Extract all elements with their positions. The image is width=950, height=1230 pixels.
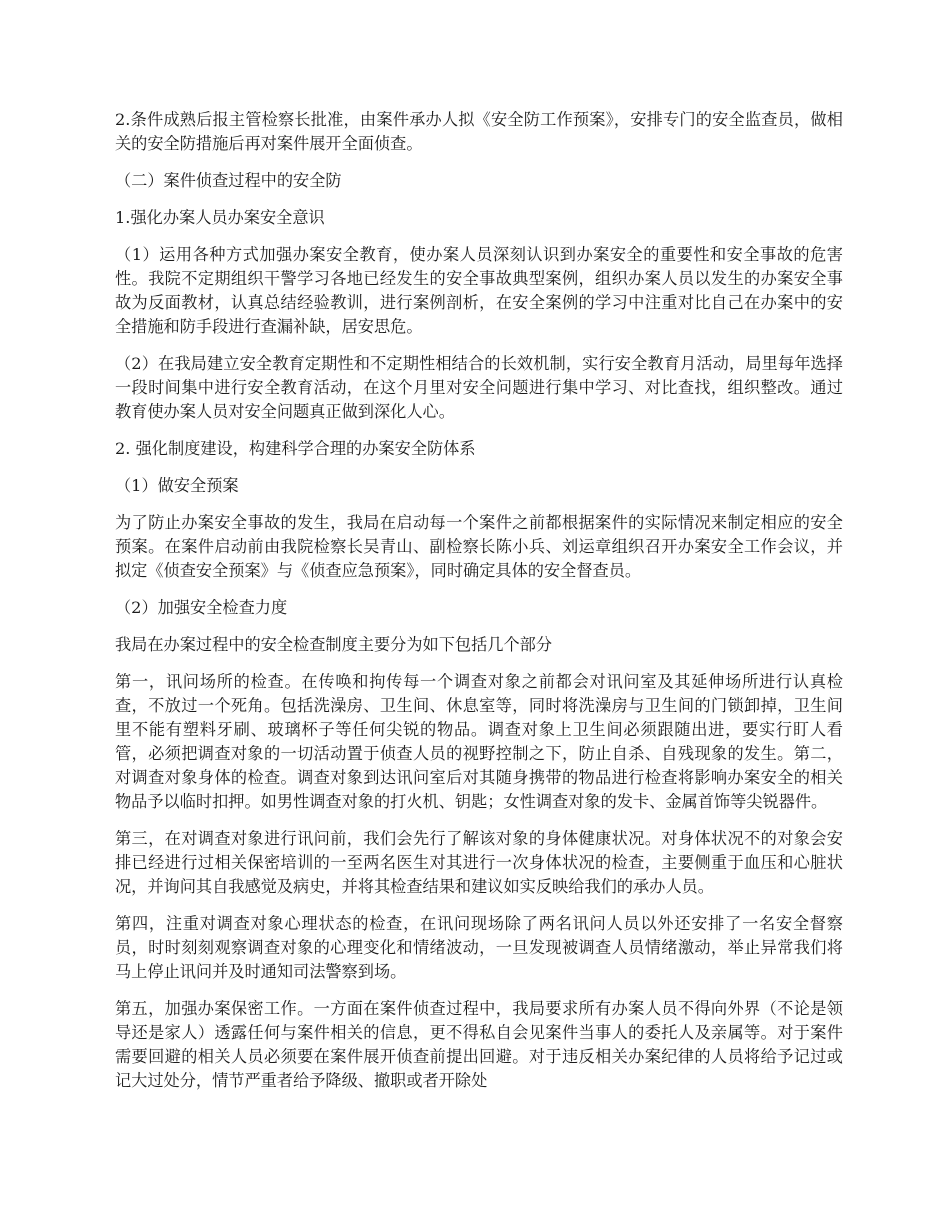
paragraph-third: 第三，在对调查对象进行讯问前，我们会先行了解该对象的身体健康状况。对身体状况不的对象会安排已经进行过相关保密培训的一至两名医生对其进行一次身体状况的检查，主要侧重于血压和心脏状况，并询问其自我感觉及病史，并将其检查结果和建议如实反映给我们的承办人员。	[115, 829, 843, 896]
document-body	[115, 108, 843, 1106]
subheading-system-building: 2. 强化制度建设，构建科学合理的办案安全防体系	[115, 439, 476, 458]
subheading-safety-plan: （1）做安全预案	[115, 476, 239, 495]
paragraph-education: （1）运用各种方式加强办案安全教育，使办案人员深刻认识到办案安全的重要性和安全事故的危害性。我院不定期组织干警学习各地已经发生的安全事故典型案例，组织办案人员以发生的办案安全事故为反面教材，认真总结经验教训，进行案例剖析，在安全案例的学习中注重对比自己在办案中的安全措施和防手段进行查漏补缺，居安思危。	[115, 245, 843, 336]
section-heading-investigation-safety: （二）案件侦查过程中的安全防	[115, 171, 342, 190]
paragraph-inspection-intro: 我局在办案过程中的安全检查制度主要分为如下包括几个部分	[115, 635, 553, 654]
paragraph-safety-plan: 为了防止办案安全事故的发生，我局在启动每一个案件之前都根据案件的实际情况来制定相应的安全预案。在案件启动前由我院检察长吴青山、副检察长陈小兵、刘运章组织召开办案安全工作会议，并拟定《侦查安全预案》与《侦查应急预案》，同时确定具体的安全督查员。	[115, 513, 843, 580]
paragraph-fourth: 第四，注重对调查对象心理状态的检查，在讯问现场除了两名讯问人员以外还安排了一名安全督察员，时时刻刻观察调查对象的心理变化和情绪波动，一旦发现被调查人员情绪激动，举止异常我们将马上停止讯问并及时通知司法警察到场。	[115, 914, 843, 981]
paragraph-mechanism: （2）在我局建立安全教育定期性和不定期性相结合的长效机制，实行安全教育月活动，局里每年选择一段时间集中进行安全教育活动，在这个月里对安全问题进行集中学习、对比查找，组织整改。通过教育使办案人员对安全问题真正做到深化人心。	[115, 354, 843, 421]
paragraph-fifth: 第五，加强办案保密工作。一方面在案件侦查过程中，我局要求所有办案人员不得向外界（不论是领导还是家人）透露任何与案件相关的信息，更不得私自会见案件当事人的委托人及亲属等。对于案件需要回避的相关人员必须要在案件展开侦查前提出回避。对于违反相关办案纪律的人员将给予记过或记大过处分，情节严重者给予降级、撤职或者开除处	[115, 999, 843, 1090]
subheading-inspection: （2）加强安全检查力度	[115, 598, 288, 617]
paragraph-item-2-approval: 2.条件成熟后报主管检察长批准，由案件承办人拟《安全防工作预案》，安排专门的安全监查员，做相关的安全防措施后再对案件展开全面侦查。	[115, 110, 843, 153]
subheading-awareness: 1.强化办案人员办案安全意识	[115, 208, 325, 227]
paragraph-first-second: 第一，讯问场所的检查。在传唤和拘传每一个调查对象之前都会对讯问室及其延伸场所进行认真检查，不放过一个死角。包括洗澡房、卫生间、休息室等，同时将洗澡房与卫生间的门锁卸掉，卫生间里不能有塑料牙刷、玻璃杯子等任何尖锐的物品。调查对象上卫生间必须跟随出进，要实行盯人看管，必须把调查对象的一切活动置于侦查人员的视野控制之下，防止自杀、自残现象的发生。第二，对调查对象身体的检查。调查对象到达讯问室后对其随身携带的物品进行检查将影响办案安全的相关物品予以临时扣押。如男性调查对象的打火机、钥匙；女性调查对象的发卡、金属首饰等尖锐器件。	[115, 672, 843, 811]
